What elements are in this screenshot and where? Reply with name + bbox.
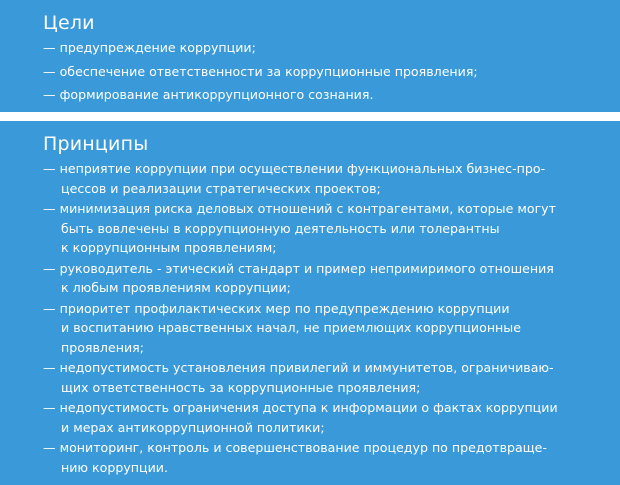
principles-panel — [0, 121, 620, 485]
principle-line: проявления; — [61, 339, 144, 355]
goal-item: — формирование антикоррупционного сознания. — [43, 87, 374, 102]
principle-item — [43, 438, 620, 477]
goal-item: — обеспечение ответственности за коррупционные проявления; — [43, 63, 478, 79]
principle-item — [43, 299, 620, 358]
principle-line: к любым проявлениям коррупции; — [61, 280, 291, 295]
principle-line: щих ответственность за коррупционные проявления; — [61, 379, 421, 395]
goals-heading: Цели — [43, 12, 95, 34]
principle-line: — мониторинг, контроль и совершенствование процедур по предотвраще- — [43, 440, 547, 455]
principle-line: цессов и реализации стратегических проектов; — [61, 180, 381, 196]
principle-line: и мерах антикоррупционной политики; — [61, 419, 325, 435]
principle-item — [43, 259, 620, 298]
principle-line: — приоритет профилактических мер по предупреждению коррупции — [43, 300, 510, 316]
goals-panel — [0, 0, 620, 112]
goals-list — [43, 36, 620, 107]
principle-line: — руководитель - этический стандарт и пример непримиримого отношения — [43, 260, 554, 276]
principle-line: — неприятие коррупции при осуществлении функциональных бизнес-про- — [43, 161, 546, 176]
principle-line: нию коррупции. — [61, 459, 168, 475]
principles-list — [43, 159, 620, 477]
principle-item — [43, 159, 620, 198]
goal-item: — предупреждение коррупции; — [43, 40, 256, 55]
principle-line: к коррупционным проявлениям; — [61, 240, 277, 255]
principles-heading: Принципы — [43, 133, 149, 155]
section-divider — [0, 112, 620, 121]
principle-item — [43, 398, 620, 437]
principle-line: быть вовлечены в коррупционную деятельность или толерантны — [61, 220, 500, 236]
principle-line: и воспитанию нравственных начал, не приемлющих коррупционные — [61, 320, 521, 335]
principle-line: — недопустимость установления привилегий и иммунитетов, ограничиваю- — [43, 360, 554, 375]
principle-item — [43, 358, 620, 397]
principle-line: — минимизация риска деловых отношений с контрагентами, которые могут — [43, 201, 556, 216]
principle-item — [43, 199, 620, 258]
principle-line: — недопустимость ограничения доступа к информации о фактах коррупции — [43, 400, 558, 415]
